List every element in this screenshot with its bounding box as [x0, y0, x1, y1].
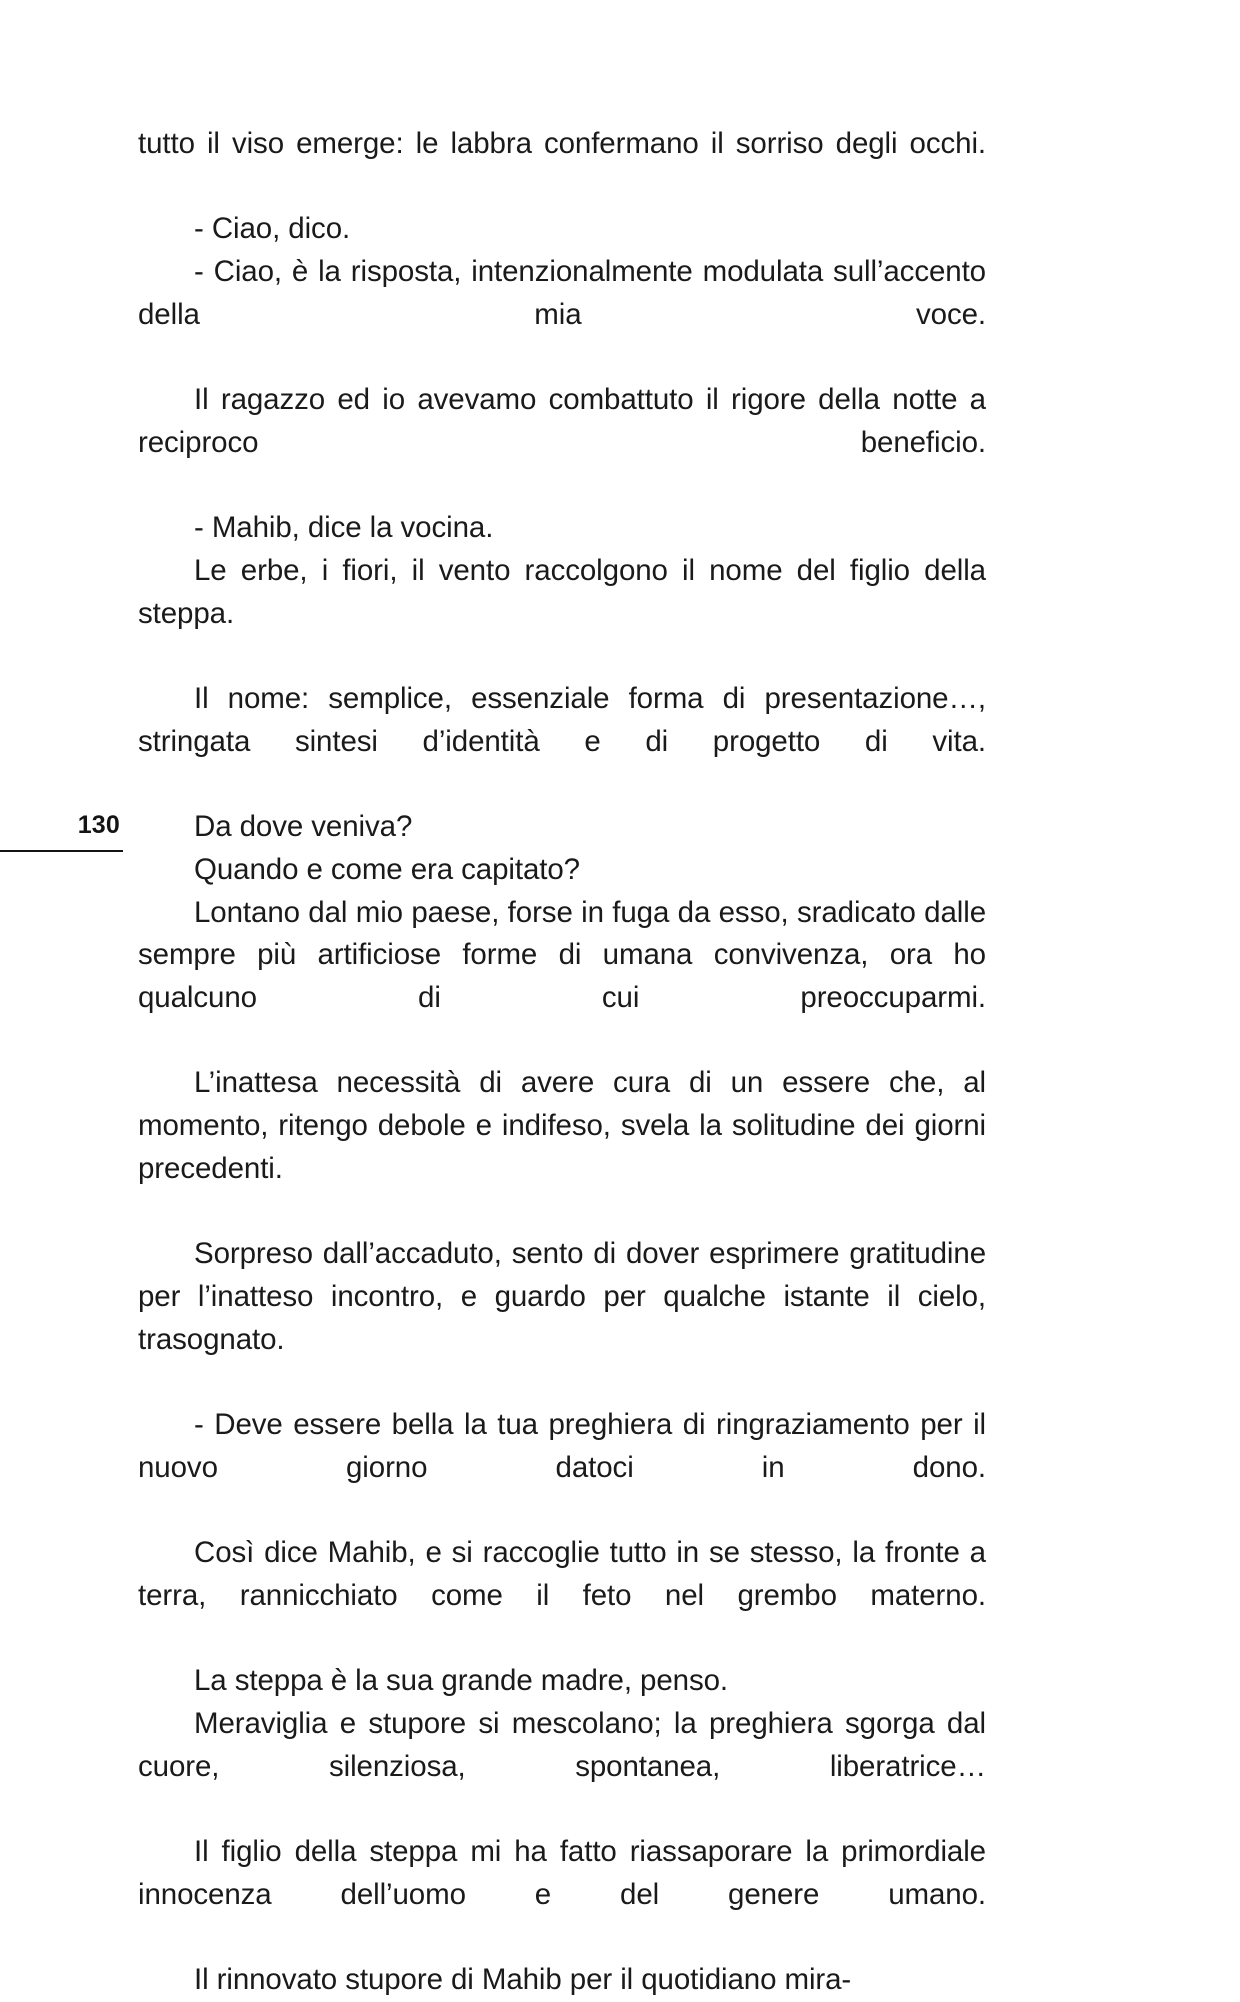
body-text-column	[138, 123, 986, 2002]
paragraph: Il nome: semplice, essenziale forma di presentazione…, stringata sintesi d’identità e di progetto di vita.	[138, 682, 986, 758]
paragraph: Così dice Mahib, e si raccoglie tutto in se stesso, la fronte a terra, rannicchiato come il feto nel grembo materno.	[138, 1536, 986, 1612]
paragraph: Da dove veniva?	[194, 810, 413, 844]
paragraph: Le erbe, i fiori, il vento raccolgono il nome del figlio della steppa.	[138, 554, 986, 630]
paragraph: La steppa è la sua grande madre, penso.	[194, 1664, 729, 1698]
paragraph: - Mahib, dice la vocina.	[194, 511, 494, 545]
folio-block	[0, 812, 123, 852]
paragraph: - Deve essere bella la tua preghiera di ringraziamento per il nuovo giorno datoci in dono.	[138, 1408, 986, 1484]
paragraph: Sorpreso dall’accaduto, sento di dover esprimere gratitudine per l’inatteso incontro, e guardo per qualche istante il cielo, trasognato.	[138, 1237, 986, 1356]
paragraph: tutto il viso emerge: le labbra confermano il sorriso degli occhi.	[138, 127, 986, 160]
folio-rule	[0, 850, 123, 852]
paragraph: L’inattesa necessità di avere cura di un essere che, al momento, ritengo debole e indifeso, svela la solitudine dei giorni precedenti.	[138, 1066, 986, 1185]
paragraph: Il figlio della steppa mi ha fatto riassaporare la primordiale innocenza dell’uomo e del genere umano.	[138, 1835, 986, 1911]
page-number: 130	[77, 811, 120, 839]
paragraph: Quando e come era capitato?	[194, 852, 580, 886]
paragraph: - Ciao, è la risposta, intenzionalmente modulata sull’accento della mia voce.	[138, 255, 986, 331]
paragraph: Il rinnovato stupore di Mahib per il quotidiano mira-	[194, 1963, 852, 1997]
paragraph: Meraviglia e stupore si mescolano; la preghiera sgorga dal cuore, silenziosa, spontanea, liberatrice…	[138, 1707, 986, 1783]
paragraph: Il ragazzo ed io avevamo combattuto il rigore della notte a reciproco beneficio.	[138, 383, 986, 459]
paragraph: - Ciao, dico.	[194, 212, 351, 246]
paragraph: Lontano dal mio paese, forse in fuga da esso, sradicato dalle sempre più artificiose forme di umana convivenza, ora ho qualcuno di cui preoccuparmi.	[138, 895, 986, 1015]
